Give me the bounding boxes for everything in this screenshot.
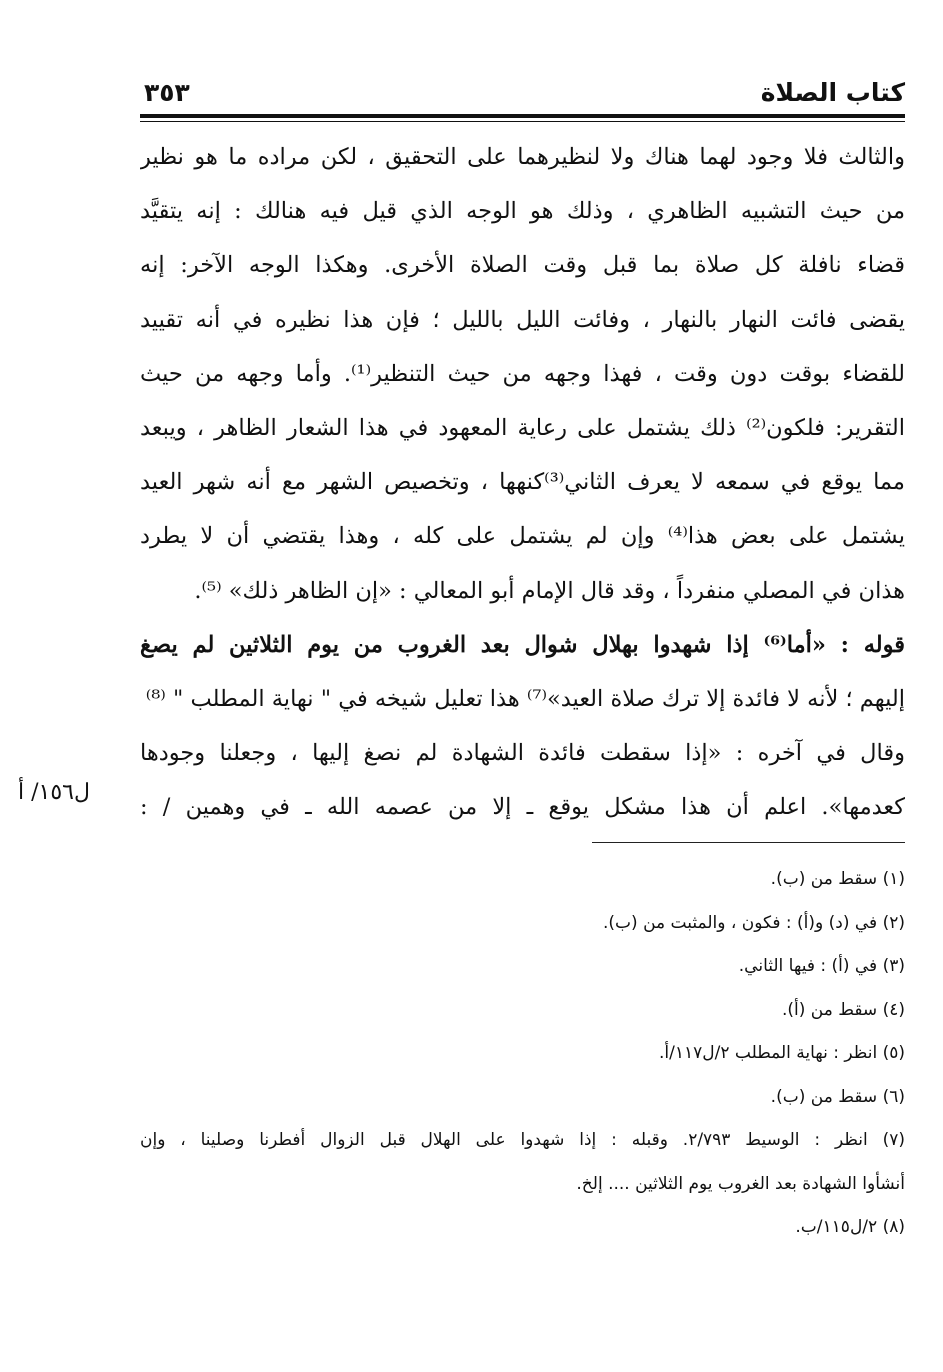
footnote-continuation: أنشأوا الشهادة بعد الغروب يوم الثلاثين .... إلخ. [576, 1173, 905, 1194]
page-number: ٣٥٣ [144, 78, 190, 107]
main-text [140, 130, 905, 834]
text-line: وقال في آخره : «إذا سقطت فائدة الشهادة لم نصغ إليها ، وجعلنا وجودها [140, 740, 905, 767]
footnote: (١) سقط من (ب). [770, 869, 905, 889]
footnote-separator [592, 842, 905, 843]
quoted-text-line: إليهم ؛ لأنه لا فائدة إلا ترك صلاة العيد»⁽⁷⁾ هذا تعليل شيخه في " نهاية المطلب " ⁽⁸⁾ [145, 685, 905, 712]
text-line: يقضى فائت النهار بالنهار ، وفائت الليل بالليل ؛ فإن هذا نظيره في أنه تقييد [140, 306, 905, 333]
footnote: (٢) في (د) و(أ) : فكون ، والمثبت من (ب). [603, 912, 905, 933]
footnote: (٥) انظر : نهاية المطلب ٢/ل١١٧/أ. [658, 1043, 905, 1063]
text-line: قضاء نافلة كل صلاة بما قبل وقت الصلاة الأخرى. وهكذا الوجه الآخر: إنه [140, 252, 905, 279]
footnote: (٨) ٢/ل١١٥/ب. [795, 1217, 905, 1237]
text-line: والثالث فلا وجود لهما هناك ولا لنظيرهما على التحقيق ، لكن مراده ما هو نظير [140, 144, 905, 170]
header-rule-thick [140, 114, 905, 118]
text-line: التقرير: فلكون⁽²⁾ ذلك يشتمل على رعاية المعهود في هذا الشعار الظاهر ، ويبعد [140, 414, 905, 441]
manuscript-folio-note: ل١٥٦/ أ [18, 780, 90, 805]
footnote: (٤) سقط من (أ). [781, 999, 905, 1020]
running-title: كتاب الصلاة [760, 78, 905, 107]
page-header [140, 76, 905, 116]
footnote: (٦) سقط من (ب). [770, 1086, 905, 1107]
footnotes [140, 858, 905, 1250]
text-line: للقضاء بوقت دون وقت ، فهذا وجهه من حيث التنظير⁽¹⁾. وأما وجهه من حيث [140, 360, 905, 387]
text-line: يشتمل على بعض هذا⁽⁴⁾ وإن لم يشتمل على كله ، وهذا يقتضي أن لا يطرد [140, 523, 905, 550]
text-line: هذان في المصلي منفرداً ، وقد قال الإمام أبو المعالي : «إن الظاهر ذلك» ⁽⁵⁾. [194, 577, 905, 604]
text-line: كعدمها». اعلم أن هذا مشكل يوقع ـ إلا من عصمه الله ـ في وهمين / : [140, 794, 905, 821]
footnote: (٣) في (أ) : فيها الثاني. [738, 956, 905, 976]
header-rule-thin [140, 121, 905, 122]
text-line: من حيث التشبيه الظاهري ، وذلك هو الوجه الذي قيل فيه هنالك : إنه يتقيَّد [140, 198, 905, 225]
quoted-text-line: قوله : «أما⁽⁶⁾ إذا شهدوا بهلال شوال بعد الغروب من يوم الثلاثين لم يصغ [140, 631, 905, 658]
footnote: (٧) انظر : الوسيط ٢/٧٩٣. وقبله : إذا شهدوا على الهلال قبل الزوال أفطرنا وصلينا ، وإن [140, 1130, 905, 1150]
text-line: مما يوقع في سمعه لا يعرف الثاني⁽³⁾كنهها ، وتخصيص الشهر مع أنه شهر العيد [140, 469, 905, 496]
